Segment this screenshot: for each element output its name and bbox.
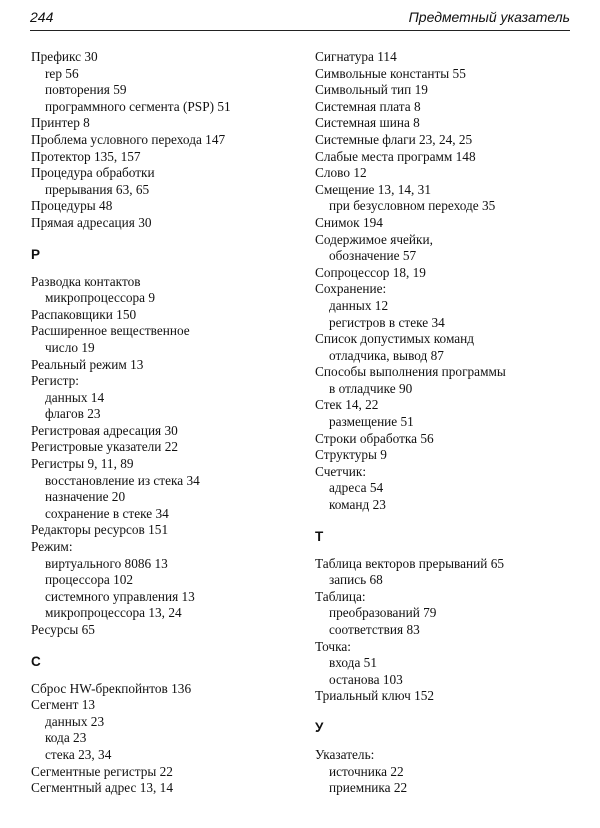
- index-entry: Системные флаги 23, 24, 25: [315, 131, 473, 147]
- section-letter-heading: С: [31, 653, 41, 669]
- index-entry: Системная плата 8: [315, 98, 421, 114]
- index-entry: Проблема условного перехода 147: [31, 131, 226, 147]
- section-letter-heading: Т: [315, 528, 324, 544]
- index-subentry: восстановление из стека 34: [45, 472, 200, 488]
- index-entry: Список допустимых команд: [315, 331, 475, 347]
- index-entry: Распаковщики 150: [31, 306, 137, 322]
- index-entry: Сегментные регистры 22: [31, 763, 173, 779]
- index-entry: Редакторы ресурсов 151: [31, 522, 169, 538]
- index-subentry: число 19: [45, 339, 95, 355]
- index-subentry: регистров в стеке 34: [329, 314, 445, 330]
- index-entry: Реальный режим 13: [31, 356, 144, 372]
- section-letter-heading: Р: [31, 246, 41, 262]
- index-entry: Символьный тип 19: [315, 82, 428, 98]
- index-subentry: стека 23, 34: [45, 746, 112, 762]
- index-subentry: останова 103: [329, 671, 403, 687]
- index-subentry: микропроцессора 9: [45, 290, 156, 306]
- index-subentry: входа 51: [329, 655, 377, 671]
- index-entry: Процедуры 48: [31, 198, 113, 214]
- index-entry: Расширенное вещественное: [31, 323, 190, 339]
- index-subentry: размещение 51: [329, 414, 414, 430]
- index-entry: Счетчик:: [315, 463, 367, 479]
- index-entry: Способы выполнения программы: [315, 364, 506, 380]
- index-entry: Снимок 194: [315, 214, 383, 230]
- index-subentry: rep 56: [45, 65, 79, 81]
- index-entry: Сброс HW-брекпойнтов 136: [31, 680, 192, 696]
- index-subentry: программного сегмента (PSP) 51: [45, 98, 231, 114]
- index-entry: Процедура обработки: [31, 165, 155, 181]
- index-subentry: при безусловном переходе 35: [329, 198, 496, 214]
- index-subentry: назначение 20: [45, 489, 126, 505]
- index-subentry: микропроцессора 13, 24: [45, 605, 182, 621]
- index-entry: Сегмент 13: [31, 697, 96, 713]
- index-entry: Прямая адресация 30: [31, 214, 152, 230]
- section-letter-heading: У: [315, 719, 324, 735]
- index-entry: Разводка контактов: [31, 273, 141, 289]
- index-entry: Режим:: [31, 539, 73, 555]
- index-entry: Регистровая адресация 30: [31, 422, 178, 438]
- index-entry: Строки обработка 56: [315, 430, 434, 446]
- index-entry: Префикс 30: [31, 49, 98, 64]
- index-subentry: обозначение 57: [329, 248, 417, 264]
- index-subentry: процессора 102: [45, 572, 134, 588]
- index-subentry: источника 22: [329, 763, 404, 779]
- index-entry: Сопроцессор 18, 19: [315, 264, 426, 280]
- index-entry: Регистры 9, 11, 89: [31, 456, 134, 472]
- index-entry: Содержимое ячейки,: [315, 231, 433, 247]
- index-entry: Таблица:: [315, 588, 366, 604]
- running-title: Предметный указатель: [408, 9, 570, 25]
- index-entry: Указатель:: [315, 746, 375, 762]
- index-entry: Сегментный адрес 13, 14: [31, 780, 173, 796]
- index-entry: Ресурсы 65: [31, 622, 95, 637]
- index-subentry: повторения 59: [45, 82, 127, 98]
- index-entry: Системная шина 8: [315, 115, 420, 131]
- index-subentry: данных 23: [45, 713, 105, 729]
- index-subentry: системного управления 13: [45, 588, 195, 604]
- index-subentry: флагов 23: [45, 406, 101, 422]
- index-entry: Таблица векторов прерываний 65: [315, 555, 505, 571]
- index-entry: Символьные константы 55: [315, 65, 466, 81]
- index-entry: Точка:: [315, 638, 351, 654]
- index-entry: Слабые места программ 148: [315, 148, 476, 164]
- index-subentry: данных 14: [45, 389, 105, 405]
- index-entry: Слово 12: [315, 165, 367, 181]
- index-subentry: виртуального 8086 13: [45, 555, 168, 571]
- index-entry: Стек 14, 22: [315, 397, 379, 413]
- index-entry: Триальный ключ 152: [315, 688, 435, 704]
- page-header: [30, 8, 570, 31]
- index-subentry: сохранение в стеке 34: [45, 505, 169, 521]
- index-subentry: преобразований 79: [329, 605, 437, 621]
- index-entry: Смещение 13, 14, 31: [315, 181, 431, 197]
- index-column-right: [315, 49, 585, 797]
- index-subentry: запись 68: [329, 572, 383, 588]
- index-subentry: прерывания 63, 65: [45, 181, 150, 197]
- index-subentry: соответствия 83: [329, 622, 420, 637]
- index-subentry: адреса 54: [329, 480, 384, 496]
- index-column-left: [31, 49, 291, 797]
- index-entry: Принтер 8: [31, 115, 90, 131]
- index-subentry: приемника 22: [329, 780, 408, 796]
- index-subentry: отладчика, вывод 87: [329, 347, 444, 363]
- index-entry: Протектор 135, 157: [31, 148, 141, 164]
- index-entry: Сигнатура 114: [315, 49, 397, 64]
- index-subentry: команд 23: [329, 497, 386, 513]
- index-entry: Регистр:: [31, 373, 79, 389]
- index-subentry: кода 23: [45, 730, 87, 746]
- index-entry: Регистровые указатели 22: [31, 439, 179, 455]
- page-number: 244: [30, 9, 54, 25]
- index-subentry: данных 12: [329, 297, 389, 313]
- index-entry: Сохранение:: [315, 281, 387, 297]
- index-subentry: в отладчике 90: [329, 380, 413, 396]
- index-entry: Структуры 9: [315, 447, 387, 463]
